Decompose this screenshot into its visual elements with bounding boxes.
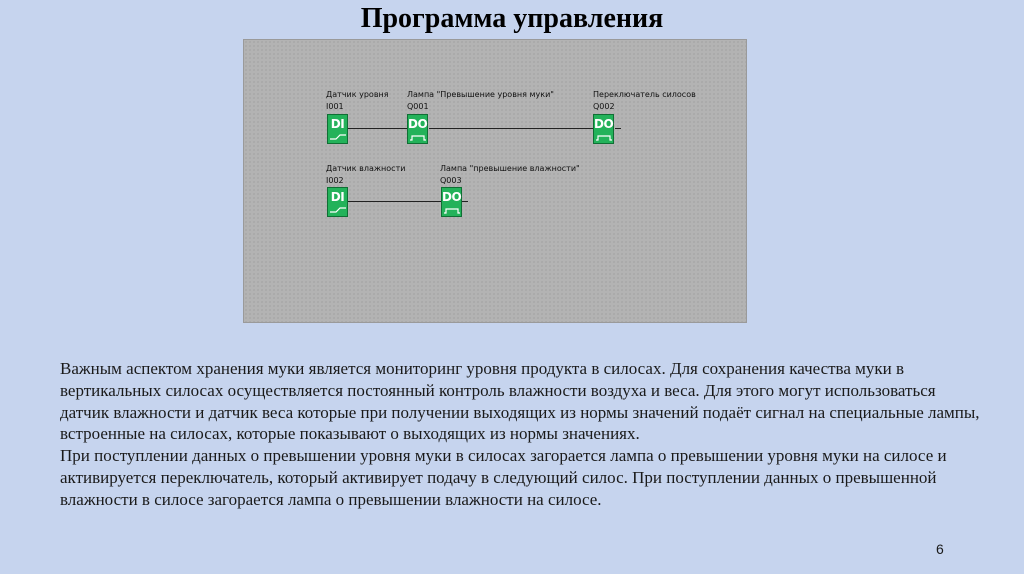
level-sensor-block[interactable] [327, 114, 348, 144]
humidity-sensor-block[interactable] [327, 187, 348, 217]
logic-diagram [243, 39, 747, 323]
output-symbol-icon [444, 207, 460, 214]
humidity-lamp-address: Q003 [440, 176, 462, 185]
humidity-lamp-block[interactable] [441, 187, 462, 217]
level-sensor-address: I001 [326, 102, 344, 111]
block-code: DI [330, 190, 345, 204]
block-code: DO [442, 190, 462, 204]
contact-symbol-icon [330, 134, 346, 141]
flour-level-lamp-address: Q001 [407, 102, 429, 111]
block-code: DO [594, 117, 614, 131]
block-code: DI [330, 117, 345, 131]
humidity-lamp-label: Лампа "превышение влажности" [440, 164, 580, 173]
level-sensor-label: Датчик уровня [326, 90, 389, 99]
humidity-sensor-label: Датчик влажности [326, 164, 406, 173]
slide-title: Программа управления [360, 3, 664, 34]
silo-switch-label: Переключатель силосов [593, 90, 696, 99]
body-paragraph-2: При поступлении данных о превышении уровня муки в силосах загорается лампа о превышении уровня муки на силосе и активируется переключатель, который активирует подачу в следующий силос. При поступлении данных о превышенной влажности в силосе загорается лампа о превышении влажности на силосе. [60, 446, 947, 509]
block-code: DO [408, 117, 428, 131]
contact-symbol-icon [330, 207, 346, 214]
silo-switch-address: Q002 [593, 102, 615, 111]
wire-q002-out [615, 128, 621, 129]
wire-i001-q001 [348, 128, 407, 129]
body-paragraph-1: Важным аспектом хранения муки является мониторинг уровня продукта в силосах. Для сохранения качества муки в вертикальных силосах осуществляется постоянный контроль влажности воздуха и веса. Для этого могут использоваться датчик влажности и датчик веса которые при получении выходящих из нормы значений подаёт сигнал на специальные лампы, встроенные на силосах, которые показывают о выходящих из нормы значениях. [60, 359, 980, 444]
silo-switch-block[interactable] [593, 114, 614, 144]
wire-q003-out [462, 201, 468, 202]
slide-number: 6 [936, 541, 944, 557]
body-text [60, 358, 980, 511]
output-symbol-icon [596, 134, 612, 141]
wire-i002-q003 [348, 201, 441, 202]
flour-level-lamp-label: Лампа "Превышение уровня муки" [407, 90, 554, 99]
output-symbol-icon [410, 134, 426, 141]
wire-q001-q002 [429, 128, 593, 129]
humidity-sensor-address: I002 [326, 176, 344, 185]
flour-level-lamp-block[interactable] [407, 114, 428, 144]
